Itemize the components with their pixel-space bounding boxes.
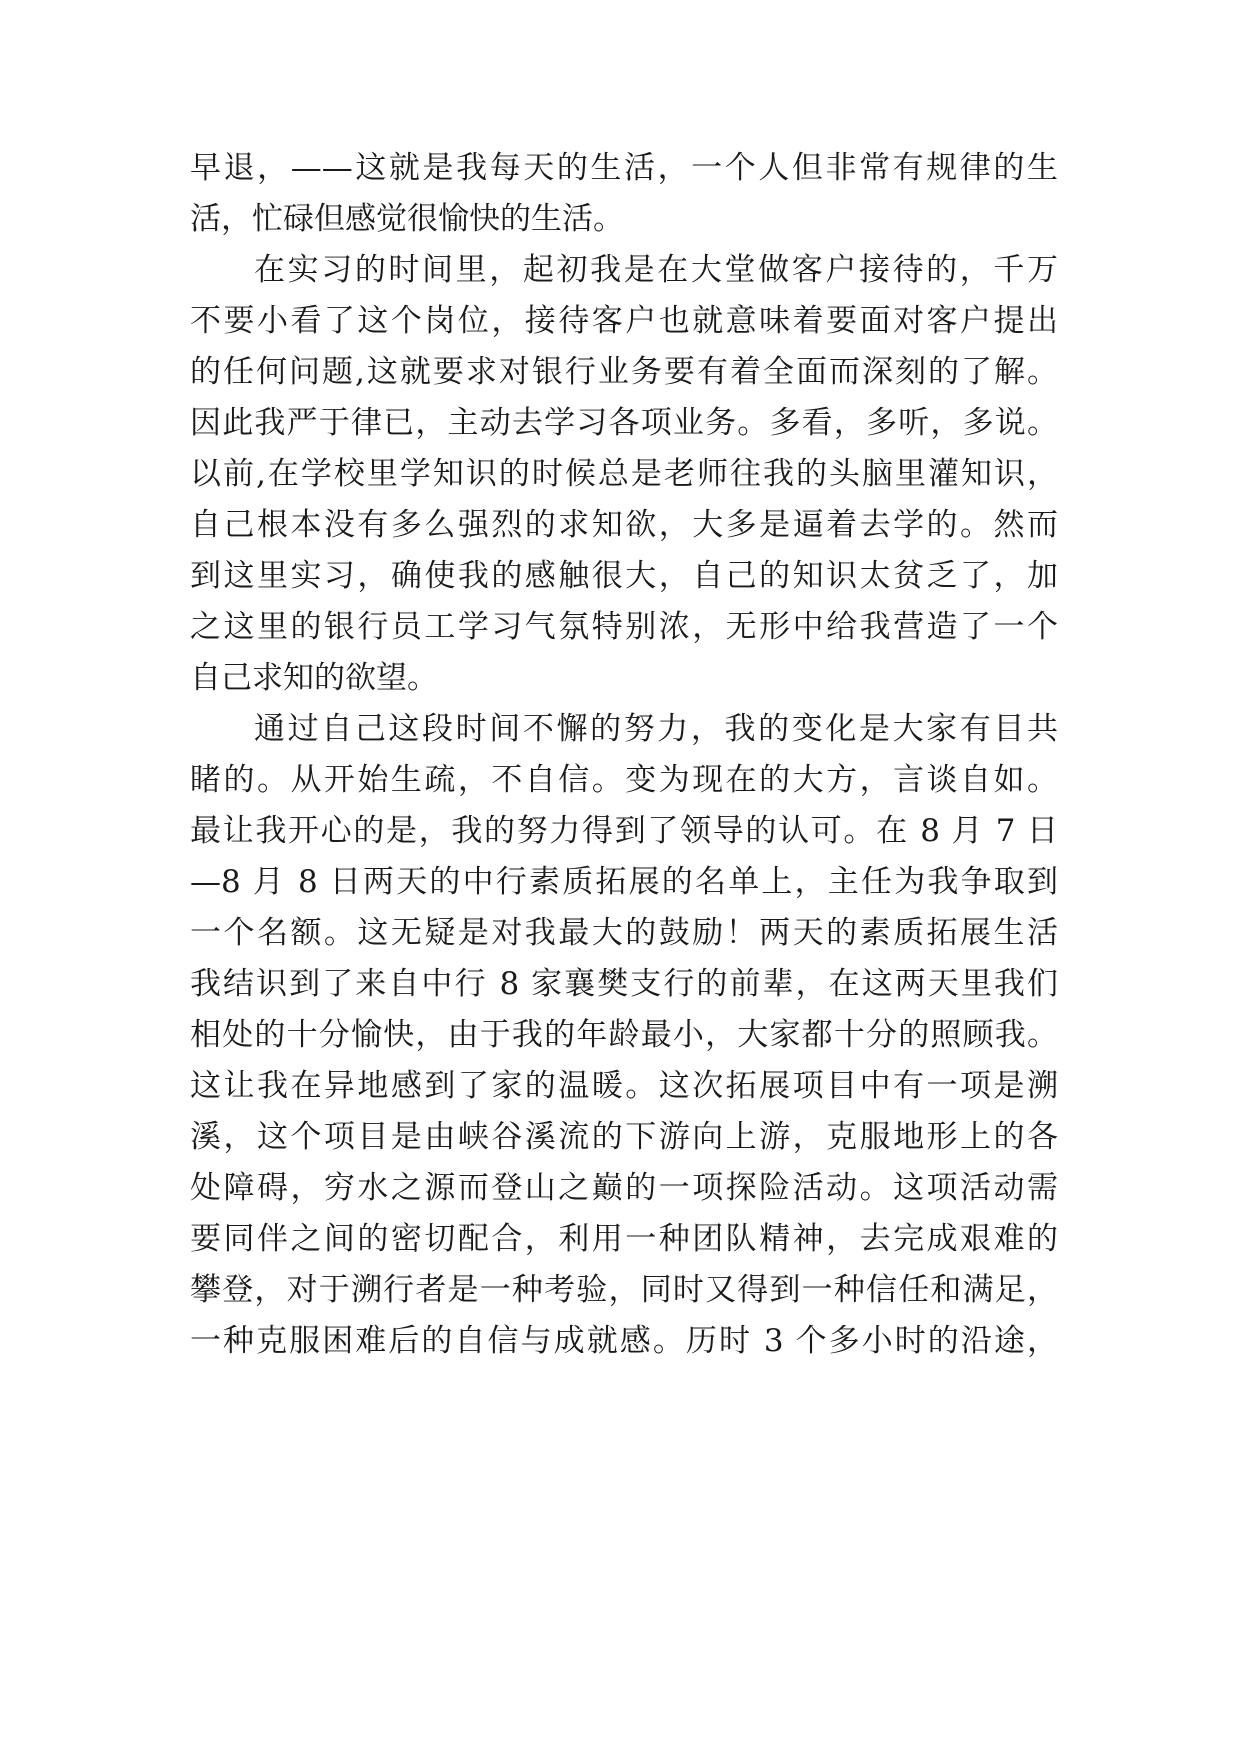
text-line: —8 月 8 日两天的中行素质拓展的名单上，主任为我争取到 [190,864,1058,900]
paragraph-first-line: 通过自己这段时间不懈的努力，我的变化是大家有目共 [254,711,1058,747]
text-line: 一个名额。这无疑是对我最大的鼓励！两天的素质拓展生活 [190,915,1058,951]
text-line: 不要小看了这个岗位，接待客户也就意味着要面对客户提出 [190,303,1058,339]
text-line: 自己求知的欲望。 [190,660,438,696]
text-line: 攀登，对于溯行者是一种考验，同时又得到一种信任和满足， [190,1272,1058,1308]
text-line: 自己根本没有多么强烈的求知欲，大多是逼着去学的。然而 [190,507,1058,543]
text-line: 溪，这个项目是由峡谷溪流的下游向上游，克服地形上的各 [190,1119,1058,1155]
text-line: 到这里实习，确使我的感触很大，自己的知识太贫乏了，加 [190,558,1058,594]
text-line: 早退，——这就是我每天的生活，一个人但非常有规律的生 [190,150,1058,186]
text-line: 以前,在学校里学知识的时候总是老师往我的头脑里灌知识， [190,456,1058,492]
text-line: 因此我严于律已，主动去学习各项业务。多看，多听，多说。 [190,405,1058,441]
text-line: 处障碍，穷水之源而登山之巅的一项探险活动。这项活动需 [190,1170,1058,1206]
text-line: 之这里的银行员工学习气氛特别浓，无形中给我营造了一个 [190,609,1058,645]
text-line: 睹的。从开始生疏，不自信。变为现在的大方，言谈自如。 [190,762,1058,798]
text-line: 我结识到了来自中行 8 家襄樊支行的前辈，在这两天里我们 [190,966,1058,1002]
text-line: 要同伴之间的密切配合，利用一种团队精神，去完成艰难的 [190,1221,1058,1257]
text-line: 一种克服困难后的自信与成就感。历时 3 个多小时的沿途， [190,1323,1058,1359]
text-line: 最让我开心的是，我的努力得到了领导的认可。在 8 月 7 日 [190,813,1058,849]
text-line: 相处的十分愉快，由于我的年龄最小，大家都十分的照顾我。 [190,1017,1058,1053]
paragraph-first-line: 在实习的时间里，起初我是在大堂做客户接待的，千万 [254,252,1058,288]
text-line: 的任何问题,这就要求对银行业务要有着全面而深刻的了解。 [190,354,1058,390]
text-line: 这让我在异地感到了家的温暖。这次拓展项目中有一项是溯 [190,1068,1058,1104]
text-line: 活，忙碌但感觉很愉快的生活。 [190,201,624,237]
